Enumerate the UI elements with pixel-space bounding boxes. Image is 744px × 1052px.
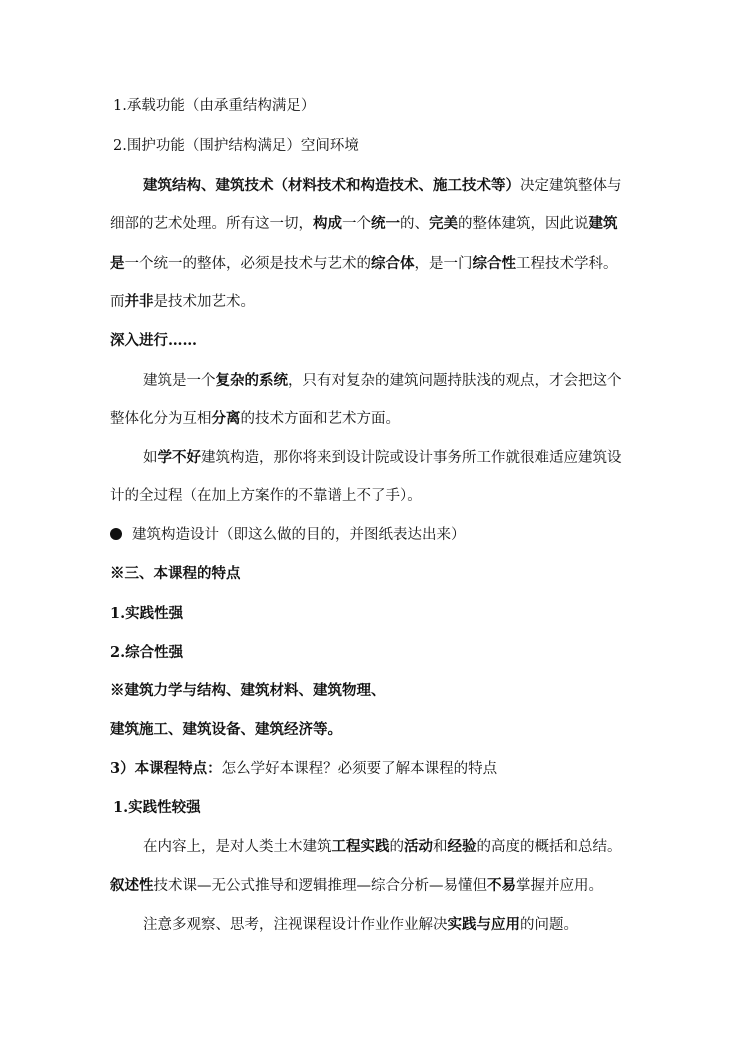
text-segment-bold: 构成 (313, 215, 342, 232)
text-segment: 2.围护功能（围护结构满足）空间环境 (113, 138, 359, 154)
text-segment: 的整体建筑，因此说 (458, 216, 589, 232)
line-2 (113, 136, 644, 156)
text-segment-bold: ※三、本课程的特点 (110, 565, 241, 582)
text-segment-bold: 统一 (371, 215, 400, 232)
text-segment: 细部的艺术处理。所有这一切， (110, 216, 313, 232)
text-segment-bold: 不易 (487, 877, 516, 894)
text-segment-bold: ※建筑力学与结构、建筑材料、建筑物理、 (110, 682, 386, 699)
text-segment-bold: 实践与应用 (447, 916, 520, 933)
text-segment: 工程技术学科。 (516, 256, 618, 272)
line-20 (143, 837, 644, 857)
text-segment: 而 (110, 294, 125, 310)
text-segment-bold: 1.实践性强 (110, 605, 184, 622)
text-segment: 的高度的概括和总结。 (476, 839, 622, 855)
line-11 (110, 486, 644, 506)
text-segment-bold: 活动 (404, 838, 433, 855)
line-18 (110, 759, 644, 779)
text-segment: 的技术方面和艺术方面。 (240, 411, 400, 427)
text-segment: 是技术加艺术。 (153, 294, 255, 310)
text-segment-bold: 学不好 (157, 449, 201, 466)
text-segment-bold: 叙述性 (110, 877, 154, 894)
text-segment-bold: 3）本课程特点： (110, 760, 222, 777)
text-segment: 掌握并应用。 (516, 878, 603, 894)
text-segment: 1.承载功能（由承重结构满足） (113, 98, 316, 114)
text-segment: 和 (433, 839, 448, 855)
line-21 (110, 876, 644, 896)
text-segment: 的、 (400, 216, 429, 232)
text-segment: ，只有对复杂的建筑问题持肤浅的观点，才会把这个 (288, 373, 622, 389)
line-10 (143, 448, 644, 468)
text-segment-bold: 综合体 (371, 255, 415, 272)
text-segment-bold: 复杂的系统 (215, 372, 288, 389)
text-segment-bold: 分离 (211, 410, 241, 427)
text-segment: 怎么学好本课程？必须要了解本课程的特点 (221, 761, 498, 777)
line-17 (110, 720, 644, 740)
text-segment: 的问题。 (520, 917, 578, 933)
line-3 (143, 176, 644, 196)
line-22 (143, 915, 644, 935)
text-segment: 如 (143, 450, 158, 466)
text-segment: 建筑构造，那你将来到设计院或设计事务所工作就很难适应建筑设 (201, 450, 622, 466)
text-segment-bold: 工程实践 (331, 838, 390, 855)
line-15 (110, 643, 644, 663)
text-segment-bold: 综合性 (472, 255, 516, 272)
line-12-bullet (110, 525, 644, 545)
text-segment: 建筑构造设计（即这么做的目的，并图纸表达出来） (132, 527, 466, 543)
text-segment-bold: 1.实践性较强 (113, 799, 201, 816)
line-5 (110, 254, 644, 274)
text-segment-bold: 经验 (447, 838, 477, 855)
text-segment-bold: 完美 (429, 215, 458, 232)
text-segment-bold: 并非 (124, 293, 154, 310)
text-segment-bold: 建筑 (588, 215, 618, 232)
line-1 (113, 96, 644, 116)
text-segment: 在内容上，是对人类土木建筑 (143, 839, 332, 855)
text-segment-bold: 深入进行…… (110, 332, 197, 349)
line-4 (110, 214, 644, 234)
line-16 (110, 681, 644, 701)
text-segment: 一个 (342, 216, 371, 232)
text-segment: ，是一门 (414, 256, 473, 272)
text-segment: 计的全过程（在加上方案作的不靠谱上不了手）。 (110, 488, 422, 504)
text-segment-bold: 是 (110, 255, 125, 272)
line-6 (110, 292, 644, 312)
line-13-heading (110, 564, 644, 584)
text-segment-bold: 建筑施工、建筑设备、建筑经济等。 (110, 721, 342, 738)
text-segment: 整体化分为互相 (110, 411, 212, 427)
line-19 (113, 798, 644, 818)
text-segment: 技术课—无公式推导和逻辑推理—综合分析—易懂但 (153, 878, 487, 894)
text-segment: 的 (389, 839, 404, 855)
line-14 (110, 604, 644, 624)
text-segment: 决定建筑整体与 (520, 178, 622, 194)
bullet-icon (110, 528, 122, 540)
line-7 (110, 331, 644, 351)
line-8 (143, 371, 644, 391)
text-segment: 建筑是一个 (143, 373, 216, 389)
line-9 (110, 409, 644, 429)
text-segment-bold: 建筑结构、建筑技术（材料技术和构造技术、施工技术等） (143, 177, 520, 194)
text-segment: 注意多观察、思考，注视课程设计作业作业解决 (143, 917, 448, 933)
text-segment: 一个统一的整体，必须是技术与艺术的 (124, 256, 371, 272)
text-segment-bold: 2.综合性强 (110, 644, 184, 661)
